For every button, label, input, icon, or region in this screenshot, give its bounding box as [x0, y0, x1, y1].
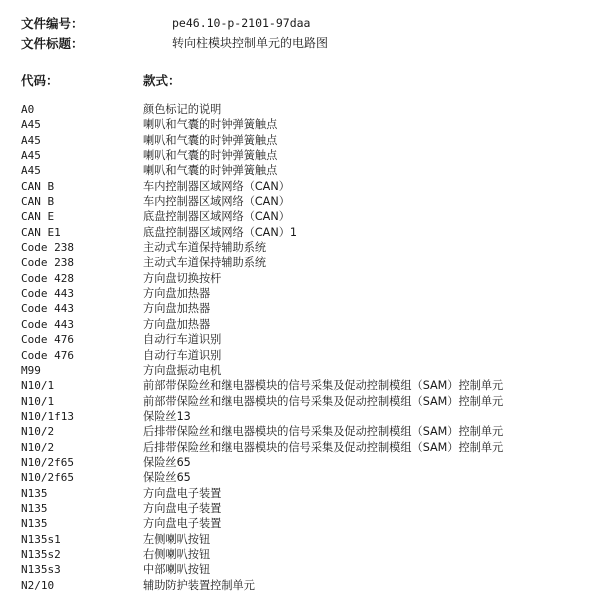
item-code: N10/1 — [21, 394, 55, 408]
list-item — [0, 332, 601, 347]
list-item — [0, 516, 601, 531]
doc-title-value: 转向柱模块控制单元的电路图 — [172, 36, 329, 50]
doc-number-label: 文件编号： — [21, 16, 84, 31]
list-item — [0, 286, 601, 301]
item-code: A0 — [21, 103, 35, 116]
item-code: N10/2 — [21, 440, 55, 454]
item-description: 底盘控制器区域网络（CAN） — [143, 210, 290, 224]
item-code: CAN B — [21, 179, 55, 193]
item-description: 喇叭和气囊的时钟弹簧触点 — [143, 118, 278, 132]
list-item — [0, 163, 601, 178]
item-description: 中部喇叭按钮 — [143, 563, 211, 577]
list-item — [0, 409, 601, 424]
list-item — [0, 102, 601, 117]
doc-title-label: 文件标题： — [21, 36, 84, 51]
item-description: 主动式车道保持辅助系统 — [143, 241, 267, 255]
item-description: 方向盘振动电机 — [143, 363, 222, 377]
list-item — [0, 117, 601, 132]
item-code: N135 — [21, 517, 48, 531]
list-item — [0, 271, 601, 286]
item-code: N135s3 — [21, 563, 61, 577]
column-header-style: 款式： — [143, 73, 181, 88]
item-code: N10/1f13 — [21, 409, 74, 423]
list-item — [0, 133, 601, 148]
item-description: 喇叭和气囊的时钟弹簧触点 — [143, 164, 278, 178]
item-description: 颜色标记的说明 — [143, 103, 222, 116]
column-header-code: 代码： — [21, 73, 59, 88]
item-description: 保险丝13 — [143, 409, 191, 423]
item-description: 喇叭和气囊的时钟弹簧触点 — [143, 133, 278, 147]
list-item — [0, 532, 601, 547]
list-item — [0, 562, 601, 577]
item-description: 方向盘电子装置 — [143, 501, 222, 515]
item-code: Code 443 — [21, 302, 74, 316]
list-item — [0, 486, 601, 501]
list-item — [0, 378, 601, 393]
item-code: N2/10 — [21, 578, 55, 592]
item-code: Code 428 — [21, 271, 74, 285]
list-item — [0, 394, 601, 409]
list-item — [0, 547, 601, 562]
item-code: N135s2 — [21, 547, 61, 561]
item-code: A45 — [21, 118, 41, 132]
list-item — [0, 455, 601, 470]
item-description: 车内控制器区域网络（CAN） — [143, 195, 290, 209]
list-item — [0, 179, 601, 194]
item-code: CAN E1 — [21, 225, 61, 239]
list-item — [0, 348, 601, 363]
item-code: Code 476 — [21, 333, 74, 347]
item-code: A45 — [21, 164, 41, 178]
list-item — [0, 470, 601, 485]
item-description: 前部带保险丝和继电器模块的信号采集及促动控制模组（SAM）控制单元 — [143, 394, 504, 408]
item-description: 保险丝65 — [143, 455, 191, 469]
list-item — [0, 194, 601, 209]
item-description: 方向盘加热器 — [143, 302, 211, 316]
item-description: 方向盘切换按杆 — [143, 271, 222, 285]
list-item — [0, 148, 601, 163]
item-description: 车内控制器区域网络（CAN） — [143, 179, 290, 193]
item-code: N135 — [21, 486, 48, 500]
item-description: 方向盘加热器 — [143, 287, 211, 301]
item-description: 方向盘电子装置 — [143, 486, 222, 500]
list-item — [0, 440, 601, 455]
list-item — [0, 240, 601, 255]
list-item — [0, 301, 601, 316]
item-code: N135 — [21, 501, 48, 515]
item-code: M99 — [21, 363, 41, 377]
item-code: N10/2f65 — [21, 471, 74, 485]
item-code: N10/2 — [21, 425, 55, 439]
item-description: 底盘控制器区域网络（CAN）1 — [143, 225, 298, 239]
list-item — [0, 424, 601, 439]
item-code: A45 — [21, 149, 41, 163]
item-description: 前部带保险丝和继电器模块的信号采集及促动控制模组（SAM）控制单元 — [143, 379, 504, 393]
item-description: 右侧喇叭按钮 — [143, 547, 211, 561]
list-item — [0, 225, 601, 240]
item-code: Code 476 — [21, 348, 74, 362]
item-code: N10/1 — [21, 379, 55, 393]
item-description: 自动行车道识别 — [143, 348, 222, 362]
item-code: CAN B — [21, 195, 55, 209]
item-description: 主动式车道保持辅助系统 — [143, 256, 267, 270]
item-code: Code 443 — [21, 317, 74, 331]
item-code: CAN E — [21, 210, 55, 224]
item-code: N10/2f65 — [21, 455, 74, 469]
item-description: 后排带保险丝和继电器模块的信号采集及促动控制模组（SAM）控制单元 — [143, 425, 504, 439]
list-item — [0, 317, 601, 332]
list-item — [0, 209, 601, 224]
item-description: 自动行车道识别 — [143, 333, 222, 347]
list-item — [0, 255, 601, 270]
code-list — [0, 102, 601, 593]
item-description: 左侧喇叭按钮 — [143, 532, 211, 546]
list-item — [0, 363, 601, 378]
item-code: Code 238 — [21, 256, 74, 270]
item-description: 辅助防护装置控制单元 — [143, 578, 255, 592]
item-code: N135s1 — [21, 532, 61, 546]
item-code: Code 238 — [21, 241, 74, 255]
item-code: A45 — [21, 133, 41, 147]
item-description: 喇叭和气囊的时钟弹簧触点 — [143, 149, 278, 163]
list-item — [0, 578, 601, 593]
item-description: 方向盘电子装置 — [143, 517, 222, 531]
item-code: Code 443 — [21, 287, 74, 301]
list-item — [0, 501, 601, 516]
item-description: 保险丝65 — [143, 471, 191, 485]
doc-number-value: pe46.10-p-2101-97daa — [172, 16, 311, 30]
item-description: 后排带保险丝和继电器模块的信号采集及促动控制模组（SAM）控制单元 — [143, 440, 504, 454]
item-description: 方向盘加热器 — [143, 317, 211, 331]
